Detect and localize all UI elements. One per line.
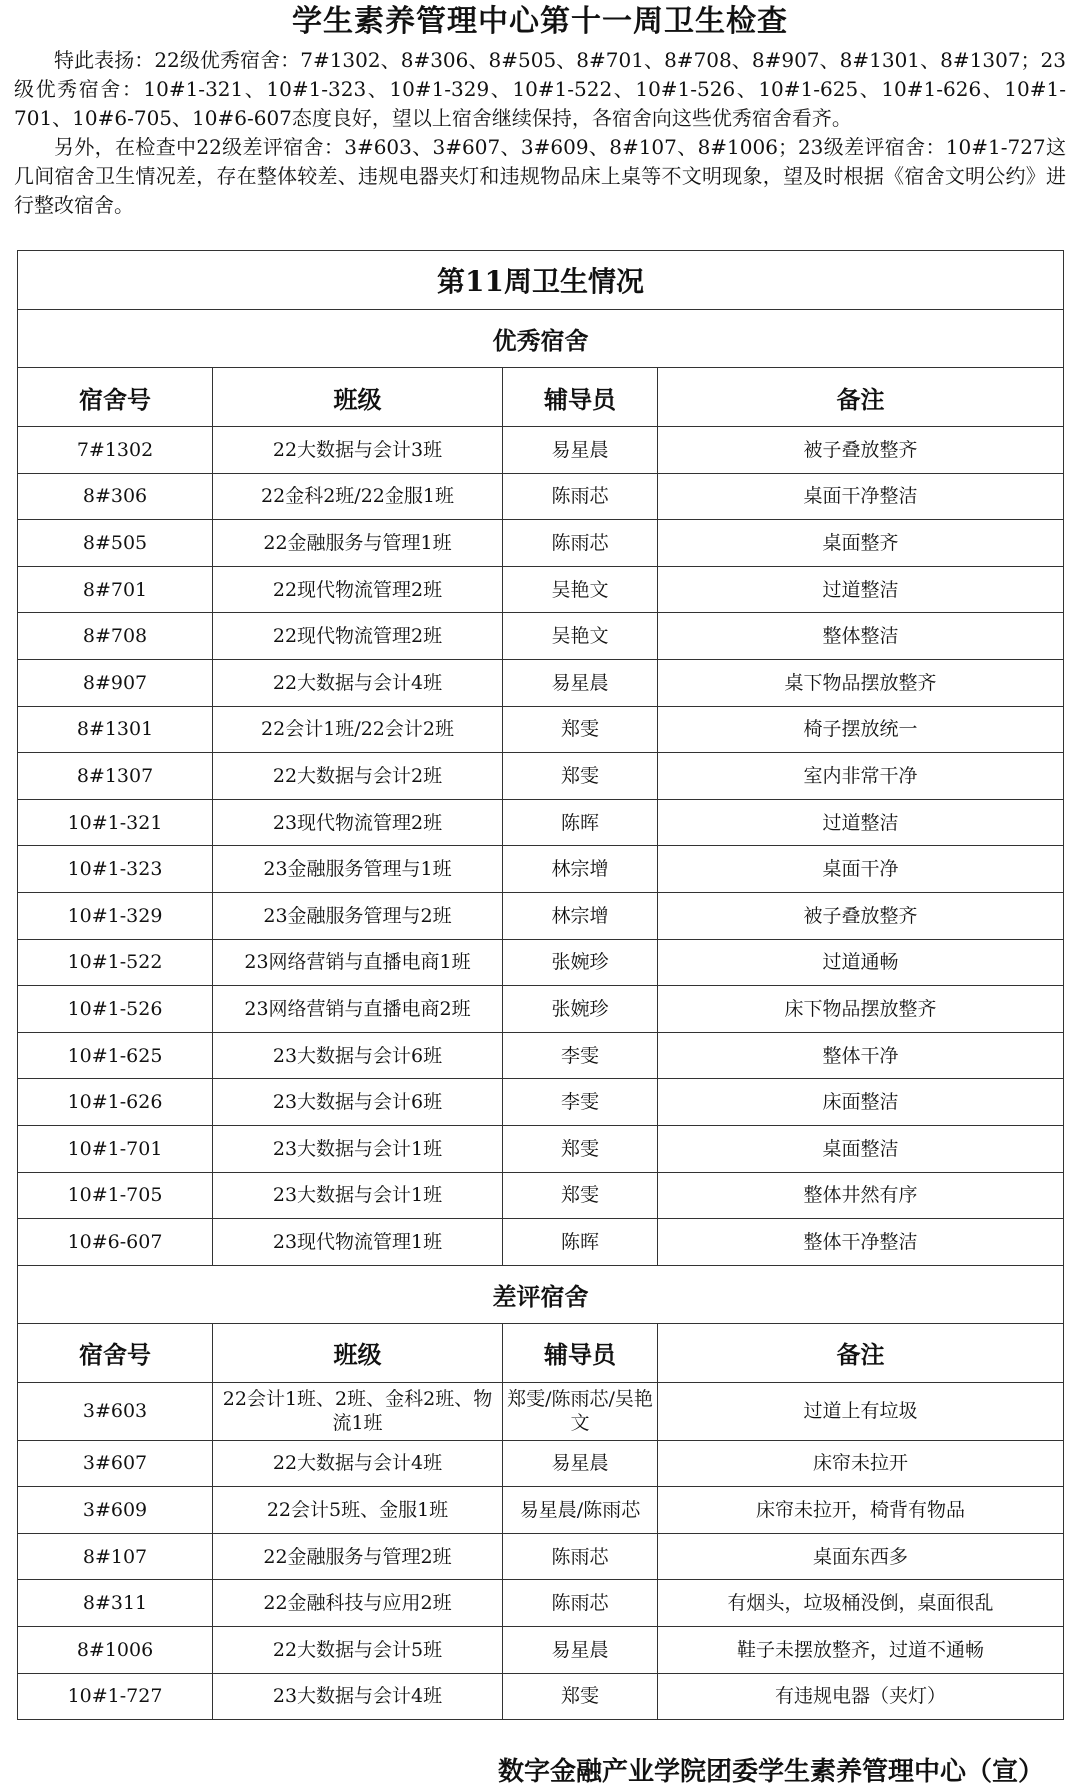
table-row bbox=[18, 1382, 1064, 1440]
poor-section-heading-row bbox=[18, 1265, 1064, 1323]
dorm-number-cell: 8#708 bbox=[18, 613, 213, 660]
remark-cell: 室内非常干净 bbox=[658, 753, 1064, 800]
counselor-cell: 张婉珍 bbox=[503, 939, 658, 986]
remark-cell: 椅子摆放统一 bbox=[658, 706, 1064, 753]
table-row bbox=[18, 1079, 1064, 1126]
remark-cell: 床下物品摆放整齐 bbox=[658, 986, 1064, 1033]
table-row bbox=[18, 1627, 1064, 1674]
notice-praise-paragraph: 特此表扬：22级优秀宿舍：7#1302、8#306、8#505、8#701、8#708、8#907、8#1301、8#1307；23级优秀宿舍：10#1-321、10#1-323、10#1-329、10#1-522、10#1-526、10#1-625、10#1-626、10#1-701、10#6-705、10#6-607态度良好，望以上宿舍继续保持，各宿舍向这些优秀宿舍看齐。 bbox=[14, 48, 1066, 130]
signature: 数字金融产业学院团委学生素养管理中心（宣） bbox=[497, 1757, 1044, 1787]
dorm-number-cell: 10#1-522 bbox=[18, 939, 213, 986]
dorm-number-cell: 10#1-701 bbox=[18, 1125, 213, 1172]
counselor-cell: 陈雨芯 bbox=[503, 473, 658, 520]
class-cell: 22金融服务与管理1班 bbox=[213, 520, 503, 567]
table-row bbox=[18, 1580, 1064, 1627]
remark-cell: 床面整洁 bbox=[658, 1079, 1064, 1126]
class-cell: 22大数据与会计4班 bbox=[213, 659, 503, 706]
counselor-cell: 陈雨芯 bbox=[503, 520, 658, 567]
table-row bbox=[18, 1673, 1064, 1720]
dorm-number-cell: 10#1-321 bbox=[18, 799, 213, 846]
table-row bbox=[18, 1533, 1064, 1580]
class-cell: 22会计1班、2班、金科2班、物流1班 bbox=[213, 1382, 503, 1440]
remark-cell: 桌面整洁 bbox=[658, 1125, 1064, 1172]
class-cell: 23大数据与会计6班 bbox=[213, 1032, 503, 1079]
counselor-cell: 李雯 bbox=[503, 1032, 658, 1079]
table-caption-row bbox=[18, 251, 1064, 310]
counselor-header: 辅导员 bbox=[503, 368, 658, 427]
counselor-cell: 吴艳文 bbox=[503, 613, 658, 660]
dorm-number-cell: 10#1-323 bbox=[18, 846, 213, 893]
dorm-number-cell: 8#1301 bbox=[18, 706, 213, 753]
notice-criticism-paragraph: 另外，在检查中22级差评宿舍：3#603、3#607、3#609、8#107、8#1006；23级差评宿舍：10#1-727这几间宿舍卫生情况差，存在整体较差、违规电器夹灯和违规物品床上桌等不文明现象，望及时根据《宿舍文明公约》进行整改宿舍。 bbox=[14, 135, 1066, 217]
counselor-cell: 陈雨芯 bbox=[503, 1580, 658, 1627]
class-cell: 23金融服务管理与1班 bbox=[213, 846, 503, 893]
dorm-number-cell: 8#1006 bbox=[18, 1627, 213, 1674]
table-row bbox=[18, 706, 1064, 753]
excellent-section-column-header-row bbox=[18, 368, 1064, 427]
dorm-number-cell: 8#1307 bbox=[18, 753, 213, 800]
counselor-cell: 吴艳文 bbox=[503, 566, 658, 613]
remark-cell: 桌面干净整洁 bbox=[658, 473, 1064, 520]
table-row bbox=[18, 753, 1064, 800]
table-row bbox=[18, 1125, 1064, 1172]
remark-cell: 整体整洁 bbox=[658, 613, 1064, 660]
table-row bbox=[18, 1032, 1064, 1079]
remark-cell: 整体干净 bbox=[658, 1032, 1064, 1079]
counselor-cell: 郑雯 bbox=[503, 1125, 658, 1172]
class-header: 班级 bbox=[213, 368, 503, 427]
excellent-section-heading: 优秀宿舍 bbox=[18, 310, 1064, 368]
class-cell: 22大数据与会计4班 bbox=[213, 1440, 503, 1487]
counselor-cell: 郑雯 bbox=[503, 706, 658, 753]
table-row bbox=[18, 427, 1064, 474]
dorm-number-cell: 3#607 bbox=[18, 1440, 213, 1487]
table-caption: 第11周卫生情况 bbox=[18, 251, 1064, 310]
dorm-number-cell: 8#701 bbox=[18, 566, 213, 613]
hygiene-table bbox=[17, 250, 1064, 1720]
counselor-cell: 易星晨 bbox=[503, 427, 658, 474]
poor-section-column-header-row bbox=[18, 1323, 1064, 1382]
poor-section-heading: 差评宿舍 bbox=[18, 1265, 1064, 1323]
counselor-cell: 易星晨 bbox=[503, 659, 658, 706]
remark-cell: 鞋子未摆放整齐，过道不通畅 bbox=[658, 1627, 1064, 1674]
remark-cell: 床帘未拉开 bbox=[658, 1440, 1064, 1487]
class-cell: 23网络营销与直播电商1班 bbox=[213, 939, 503, 986]
table-row bbox=[18, 799, 1064, 846]
dorm-number-cell: 8#907 bbox=[18, 659, 213, 706]
class-cell: 23大数据与会计6班 bbox=[213, 1079, 503, 1126]
dorm-number-cell: 10#6-607 bbox=[18, 1219, 213, 1266]
class-cell: 23现代物流管理1班 bbox=[213, 1219, 503, 1266]
dorm-number-cell: 8#107 bbox=[18, 1533, 213, 1580]
table-row bbox=[18, 566, 1064, 613]
counselor-header: 辅导员 bbox=[503, 1323, 658, 1382]
class-cell: 22现代物流管理2班 bbox=[213, 613, 503, 660]
remark-cell: 过道上有垃圾 bbox=[658, 1382, 1064, 1440]
class-cell: 22会计5班、金服1班 bbox=[213, 1487, 503, 1534]
dorm-number-cell: 10#1-626 bbox=[18, 1079, 213, 1126]
remark-cell: 过道整洁 bbox=[658, 566, 1064, 613]
dorm-number-cell: 3#609 bbox=[18, 1487, 213, 1534]
class-cell: 22金科2班/22金服1班 bbox=[213, 473, 503, 520]
remark-cell: 被子叠放整齐 bbox=[658, 427, 1064, 474]
dorm-number-cell: 10#1-625 bbox=[18, 1032, 213, 1079]
counselor-cell: 郑雯/陈雨芯/吴艳文 bbox=[503, 1382, 658, 1440]
counselor-cell: 易星晨/陈雨芯 bbox=[503, 1487, 658, 1534]
dorm-number-cell: 10#1-329 bbox=[18, 892, 213, 939]
table-row bbox=[18, 846, 1064, 893]
counselor-cell: 陈晖 bbox=[503, 799, 658, 846]
remark-header: 备注 bbox=[658, 368, 1064, 427]
remark-header: 备注 bbox=[658, 1323, 1064, 1382]
page-title: 学生素养管理中心第十一周卫生检查 bbox=[292, 4, 788, 39]
table-row bbox=[18, 939, 1064, 986]
dorm-number-cell: 10#1-705 bbox=[18, 1172, 213, 1219]
dorm-number-header: 宿舍号 bbox=[18, 1323, 213, 1382]
class-cell: 22大数据与会计2班 bbox=[213, 753, 503, 800]
class-cell: 23大数据与会计1班 bbox=[213, 1125, 503, 1172]
table-row bbox=[18, 1172, 1064, 1219]
remark-cell: 过道整洁 bbox=[658, 799, 1064, 846]
remark-cell: 桌面干净 bbox=[658, 846, 1064, 893]
dorm-number-cell: 7#1302 bbox=[18, 427, 213, 474]
dorm-number-header: 宿舍号 bbox=[18, 368, 213, 427]
dorm-number-cell: 8#311 bbox=[18, 1580, 213, 1627]
class-cell: 22金融科技与应用2班 bbox=[213, 1580, 503, 1627]
class-cell: 23金融服务管理与2班 bbox=[213, 892, 503, 939]
counselor-cell: 郑雯 bbox=[503, 753, 658, 800]
table-row bbox=[18, 1487, 1064, 1534]
table-row bbox=[18, 473, 1064, 520]
remark-cell: 被子叠放整齐 bbox=[658, 892, 1064, 939]
notice-text bbox=[14, 46, 1066, 220]
remark-cell: 有烟头，垃圾桶没倒，桌面很乱 bbox=[658, 1580, 1064, 1627]
remark-cell: 桌面东西多 bbox=[658, 1533, 1064, 1580]
class-cell: 23现代物流管理2班 bbox=[213, 799, 503, 846]
counselor-cell: 陈晖 bbox=[503, 1219, 658, 1266]
dorm-number-cell: 8#306 bbox=[18, 473, 213, 520]
dorm-number-cell: 10#1-727 bbox=[18, 1673, 213, 1720]
dorm-number-cell: 3#603 bbox=[18, 1382, 213, 1440]
counselor-cell: 郑雯 bbox=[503, 1673, 658, 1720]
class-cell: 23大数据与会计4班 bbox=[213, 1673, 503, 1720]
class-cell: 22金融服务与管理2班 bbox=[213, 1533, 503, 1580]
class-cell: 22会计1班/22会计2班 bbox=[213, 706, 503, 753]
table-row bbox=[18, 1219, 1064, 1266]
remark-cell: 整体干净整洁 bbox=[658, 1219, 1064, 1266]
class-cell: 22现代物流管理2班 bbox=[213, 566, 503, 613]
class-cell: 22大数据与会计3班 bbox=[213, 427, 503, 474]
class-cell: 23网络营销与直播电商2班 bbox=[213, 986, 503, 1033]
counselor-cell: 林宗增 bbox=[503, 892, 658, 939]
table-row bbox=[18, 1440, 1064, 1487]
excellent-section-heading-row bbox=[18, 310, 1064, 368]
remark-cell: 床帘未拉开，椅背有物品 bbox=[658, 1487, 1064, 1534]
table-row bbox=[18, 659, 1064, 706]
table-row bbox=[18, 613, 1064, 660]
class-header: 班级 bbox=[213, 1323, 503, 1382]
remark-cell: 整体井然有序 bbox=[658, 1172, 1064, 1219]
dorm-number-cell: 8#505 bbox=[18, 520, 213, 567]
table-row bbox=[18, 520, 1064, 567]
counselor-cell: 易星晨 bbox=[503, 1627, 658, 1674]
counselor-cell: 林宗增 bbox=[503, 846, 658, 893]
counselor-cell: 陈雨芯 bbox=[503, 1533, 658, 1580]
remark-cell: 有违规电器（夹灯） bbox=[658, 1673, 1064, 1720]
counselor-cell: 李雯 bbox=[503, 1079, 658, 1126]
dorm-number-cell: 10#1-526 bbox=[18, 986, 213, 1033]
counselor-cell: 张婉珍 bbox=[503, 986, 658, 1033]
table-row bbox=[18, 892, 1064, 939]
table-row bbox=[18, 986, 1064, 1033]
remark-cell: 桌下物品摆放整齐 bbox=[658, 659, 1064, 706]
counselor-cell: 郑雯 bbox=[503, 1172, 658, 1219]
class-cell: 23大数据与会计1班 bbox=[213, 1172, 503, 1219]
counselor-cell: 易星晨 bbox=[503, 1440, 658, 1487]
class-cell: 22大数据与会计5班 bbox=[213, 1627, 503, 1674]
remark-cell: 桌面整齐 bbox=[658, 520, 1064, 567]
remark-cell: 过道通畅 bbox=[658, 939, 1064, 986]
